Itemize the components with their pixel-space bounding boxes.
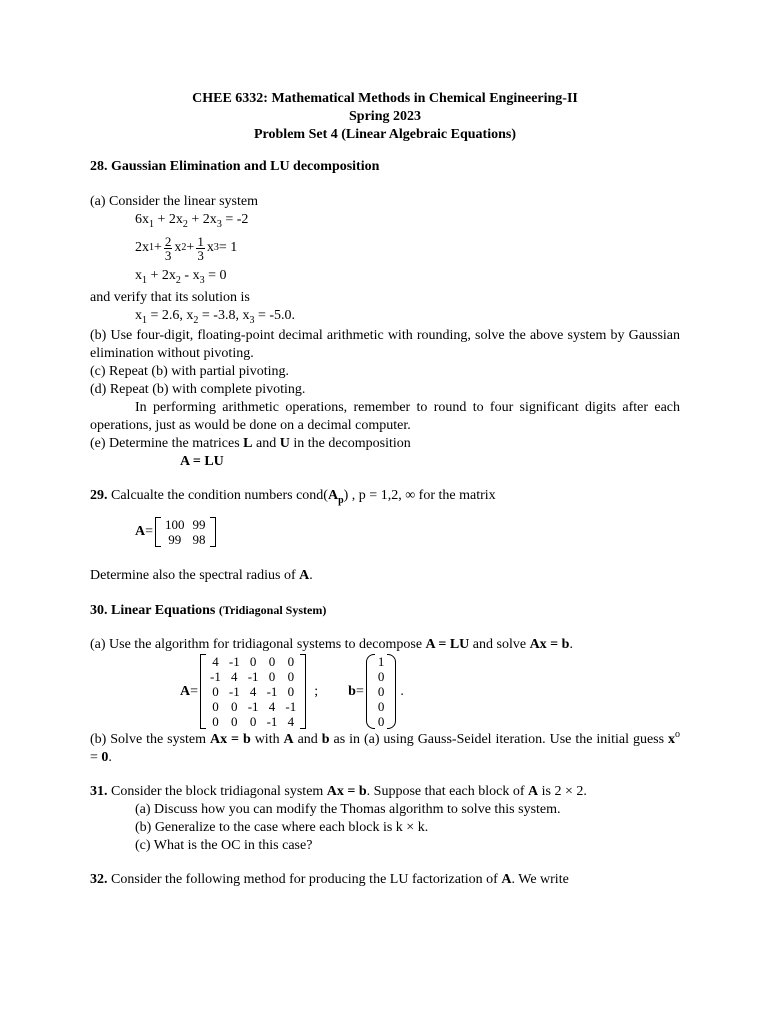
fraction-two-thirds: $\frac{2}{3}$ bbox=[164, 233, 172, 263]
tridiagonal-system: A = 4 -1 0 0 0 -1 4 -1 0 0 0 -1 4 -1 0 0 0 -1 4 -1 0 0 0 -1 4 ; b = 1 0 0 0 0 . bbox=[180, 654, 404, 729]
problem-28d: (d) Repeat (b) with complete pivoting. bbox=[90, 382, 306, 397]
equation-3: $x_1 + 2x_2 - x_3 = 0$ bbox=[135, 268, 227, 286]
equation-2: 2x 1 + $\frac{2}{3}$ x 2 + $\frac{1}{3}$ x 3 = 1 bbox=[135, 233, 238, 263]
problem-31c: (c) What is the OC in this case? bbox=[135, 838, 313, 853]
problem-29-text: 29. Calcualte the condition numbers $cond(A_p)$ , p = 1,2, ∞ for the matrix bbox=[90, 488, 496, 506]
problem-31-text: 31. Consider the block tridiagonal system Ax = b. Suppose that each block of A is 2 × 2. bbox=[90, 784, 587, 799]
matrix-5x5: 4 -1 0 0 0 -1 4 -1 0 0 0 -1 4 -1 0 0 0 -1 4 -1 0 0 0 -1 4 bbox=[200, 654, 306, 729]
problem-31a: (a) Discuss how you can modify the Thomas algorithm to solve this system. bbox=[135, 802, 561, 817]
vector-b: 1 0 0 0 0 bbox=[366, 654, 397, 729]
rounding-note: In performing arithmetic operations, remember to round to four significant digits after each operations, just as would be done on a decimal computer. bbox=[90, 400, 680, 433]
document-page bbox=[90, 90, 680, 889]
problem-30-heading: 30. Linear Equations (Tridiagonal System) bbox=[90, 603, 327, 618]
problem-28e: (e) Determine the matrices L and U in the decomposition bbox=[90, 436, 411, 451]
course-title: CHEE 6332: Mathematical Methods in Chemical Engineering-II bbox=[192, 91, 578, 106]
problem-28a-intro: (a) Consider the linear system bbox=[90, 194, 258, 209]
solution-values: $x_1 = 2.6$, $x_2 = -3.8$, $x_3 = -5.0$. bbox=[135, 308, 296, 326]
matrix-2x2: 100 99 99 98 bbox=[155, 517, 216, 547]
problem-30a: (a) Use the algorithm for tridiagonal systems to decompose A = LU and solve Ax = b. bbox=[90, 637, 573, 652]
problem-28b: (b) Use four-digit, floating-point decimal arithmetic with rounding, solve the above system by Gaussian elimination without pivoting. bbox=[90, 328, 680, 361]
term: Spring 2023 bbox=[349, 109, 421, 124]
a-equals-lu: A = LU bbox=[180, 454, 224, 469]
problem-29-matrix-block: A = 100 99 99 98 bbox=[90, 517, 680, 547]
verify-text: and verify that its solution is bbox=[90, 290, 250, 305]
spectral-radius-text: Determine also the spectral radius of A. bbox=[90, 568, 313, 583]
problem-32-text: 32. Consider the following method for producing the LU factorization of A. We write bbox=[90, 872, 569, 887]
problem-set-title: Problem Set 4 (Linear Algebraic Equations) bbox=[254, 127, 516, 142]
problem-31b: (b) Generalize to the case where each block is k × k. bbox=[135, 820, 429, 835]
problem-28-heading: 28. Gaussian Elimination and LU decomposition bbox=[90, 159, 380, 174]
problem-30b: (b) Solve the system Ax = b with A and b as in (a) using Gauss-Seidel iteration. Use the initial guess $x^o = 0$. bbox=[90, 729, 681, 765]
problem-28c: (c) Repeat (b) with partial pivoting. bbox=[90, 364, 290, 379]
fraction-one-third: $\frac{1}{3}$ bbox=[197, 233, 204, 263]
equation-1: $6x_1 + 2x_2 + 2x_3 = -2$ bbox=[135, 212, 249, 230]
